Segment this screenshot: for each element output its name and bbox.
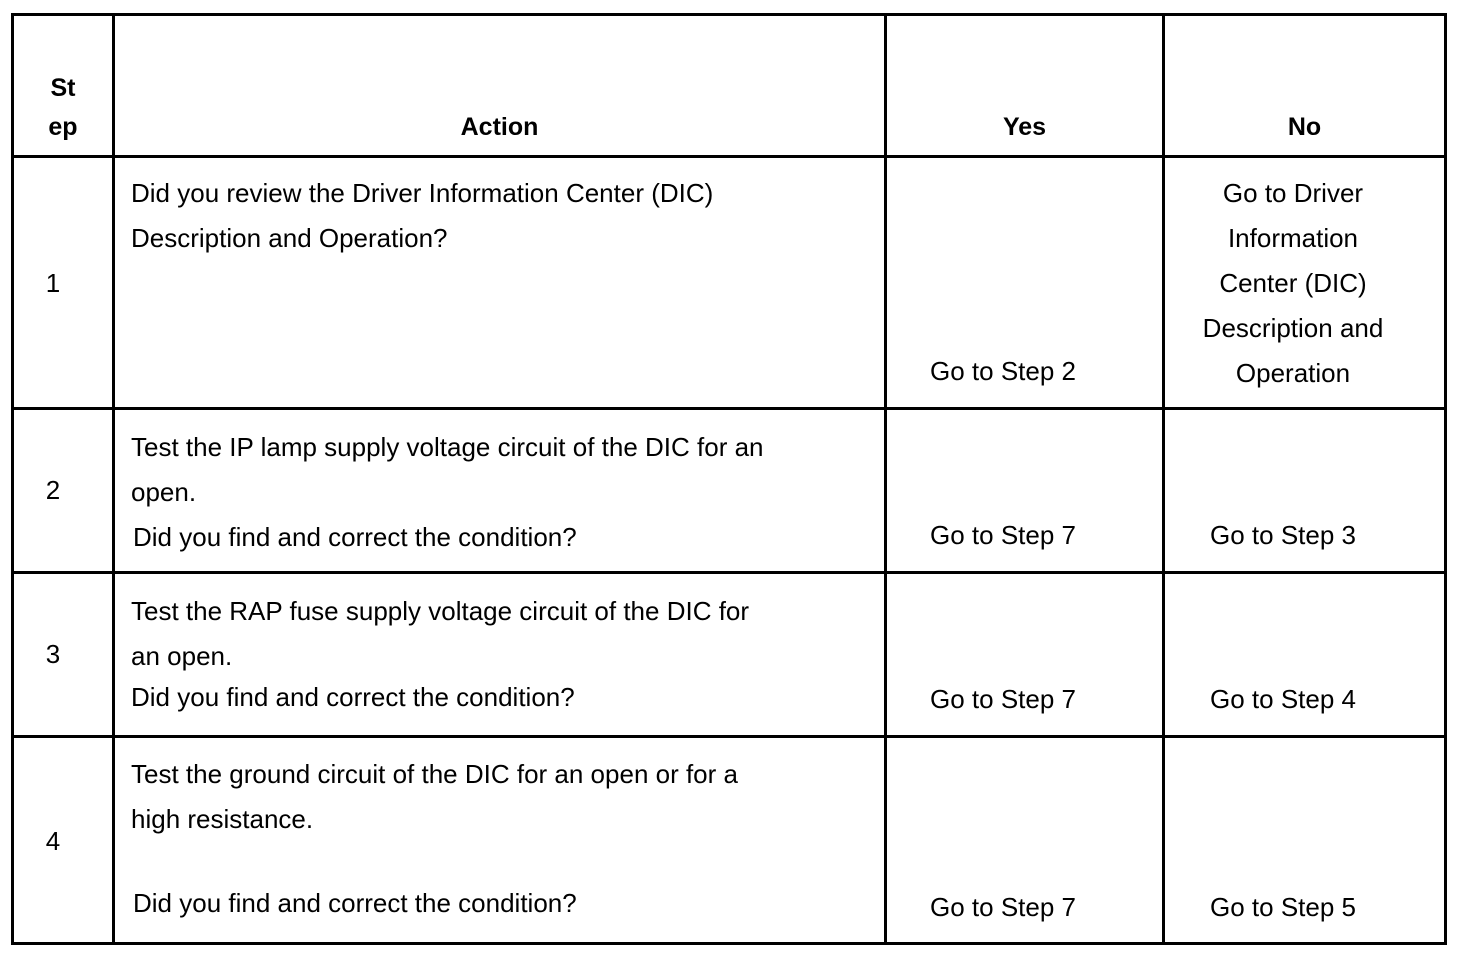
row-divider-1 [11, 407, 1447, 410]
yes-result[interactable]: Go to Step 7 [930, 684, 1076, 714]
action-line: an open. [131, 641, 233, 671]
no-result-line: Description and [1202, 313, 1384, 343]
action-question: Did you find and correct the condition? [131, 682, 575, 712]
header-step-line1: St [50, 74, 76, 102]
action-line: Test the ground circuit of the DIC for an open or for a [131, 759, 738, 789]
action-text [131, 425, 764, 515]
header-yes: Yes [1002, 113, 1047, 141]
step-number: 3 [45, 639, 61, 669]
header-divider [11, 155, 1447, 158]
diagnostic-table [11, 13, 1447, 945]
row-divider-2 [11, 571, 1447, 574]
action-question: Did you find and correct the condition? [133, 888, 577, 918]
column-divider-yes [1162, 13, 1165, 945]
step-number: 4 [45, 826, 61, 856]
table-border-right [1444, 13, 1447, 945]
action-text [131, 752, 738, 842]
action-question: Did you find and correct the condition? [133, 522, 577, 552]
action-text [131, 171, 713, 261]
column-divider-step [112, 13, 115, 945]
action-line: high resistance. [131, 804, 314, 834]
step-number: 1 [45, 268, 61, 298]
no-result-line: Go to Driver [1222, 178, 1364, 208]
header-step-line2: ep [48, 113, 78, 141]
header-action: Action [460, 113, 539, 141]
yes-result[interactable]: Go to Step 7 [930, 520, 1076, 550]
yes-result[interactable]: Go to Step 2 [930, 356, 1076, 386]
no-result-line: Information [1227, 223, 1359, 253]
table-border-top [11, 13, 1447, 16]
no-result[interactable]: Go to Step 4 [1210, 684, 1356, 714]
step-number: 2 [45, 475, 61, 505]
yes-result[interactable]: Go to Step 7 [930, 892, 1076, 922]
no-result[interactable]: Go to Step 3 [1210, 520, 1356, 550]
action-line: Test the RAP fuse supply voltage circuit of the DIC for [131, 596, 750, 626]
no-result-line: Operation [1235, 358, 1351, 388]
action-line: open. [131, 477, 197, 507]
action-line: Did you review the Driver Information Center (DIC) [131, 178, 714, 208]
header-step [14, 69, 112, 147]
no-result[interactable]: Go to Step 5 [1210, 892, 1356, 922]
action-line: Test the IP lamp supply voltage circuit of the DIC for an [131, 432, 764, 462]
table-border-bottom [11, 942, 1447, 945]
no-result[interactable] [1165, 171, 1421, 396]
no-result-line: Center (DIC) [1219, 268, 1367, 298]
row-divider-3 [11, 735, 1447, 738]
column-divider-action [884, 13, 887, 945]
header-no: No [1287, 113, 1322, 141]
action-text [131, 589, 749, 679]
action-line: Description and Operation? [131, 223, 448, 253]
